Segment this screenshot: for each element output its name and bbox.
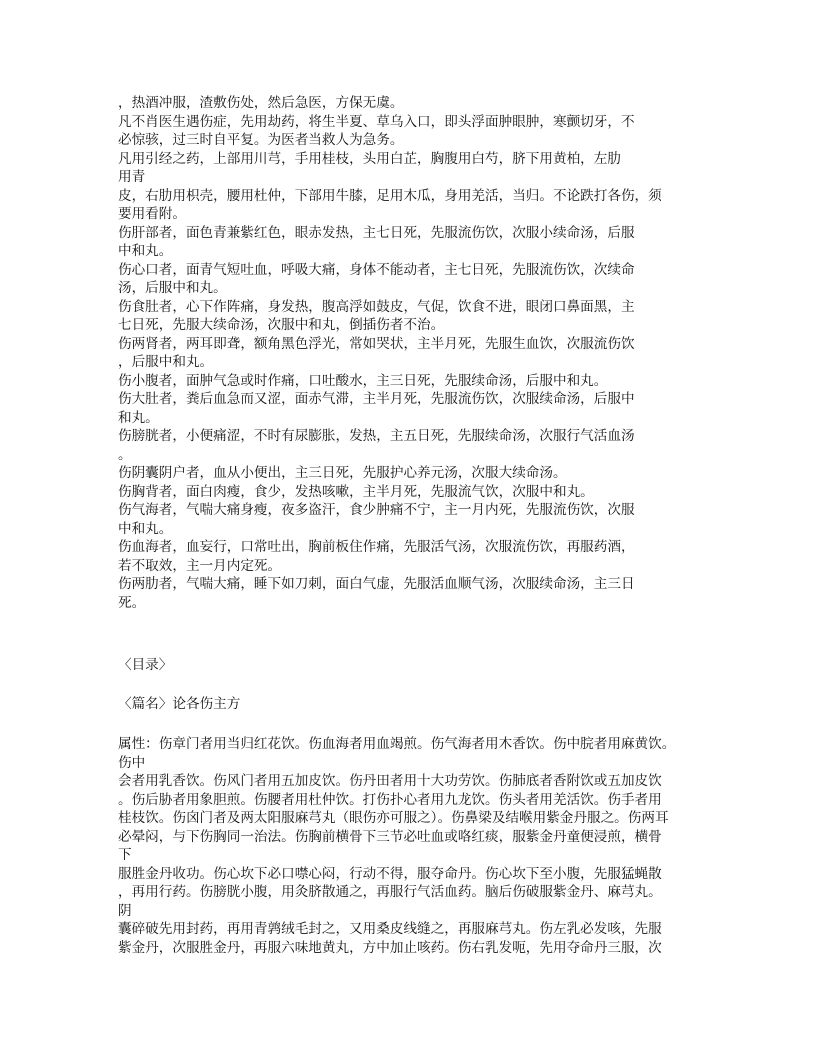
attribute-line: 囊碎破先用封药，再用青鹑绒毛封之，又用桑皮线缝之，再服麻芎丸。伤左乳必发咳，先服 bbox=[118, 921, 662, 937]
text-line: 伤血海者，血妄行，口常吐出，胸前板住作痛，先服活气汤，次服流伤饮，再服药酒， bbox=[118, 539, 635, 555]
text-line: 皮，右肋用枳壳，腰用杜仲，下部用牛膝，足用木瓜，身用羌活，当归。不论跌打各伤，须 bbox=[118, 187, 662, 204]
attribute-line: 属性：伤章门者用当归红花饮。伤血海者用血竭煎。伤气海者用木香饮。伤中脘者用麻黄饮。 bbox=[118, 736, 676, 752]
attribute-line: 桂枝饮。伤囟门者及两太阳服麻芎丸（眼伤亦可服之）。伤鼻梁及结喉用紫金丹服之。伤两耳 bbox=[118, 810, 669, 826]
text-line: 伤肝部者，面色青兼紫红色，眼赤发热，主七日死，先服流伤饮，次服小续命汤，后服 bbox=[118, 224, 635, 241]
text-line: 凡不肖医生遇伤症，先用劫药，将生半夏、草乌入口，即头浮面肿眼肿，寒颤切牙，不 bbox=[118, 113, 635, 130]
attribute-text-block bbox=[118, 735, 718, 957]
text-line: 必惊骇，过三时自平复。为医者当救人为急务。 bbox=[118, 132, 404, 148]
attribute-line: 会者用乳香饮。伤风门者用五加皮饮。伤丹田者用十大功劳饮。伤肺底者香附饮或五加皮饮 bbox=[118, 773, 662, 789]
text-line: 凡用引经之药，上部用川芎，手用桂枝，头用白芷，胸腹用白芍，脐下用黄柏，左肋 bbox=[118, 150, 621, 167]
text-line: 伤大肚者，粪后血急而又涩，面赤气滞，主半月死，先服流伤饮，次服续命汤，后服中 bbox=[118, 391, 635, 407]
text-line: 死。 bbox=[118, 594, 146, 611]
text-line: 用青 bbox=[118, 169, 146, 185]
text-line: 中和丸。 bbox=[118, 243, 173, 259]
text-line: 伤心口者，面青气短吐血，呼吸大痛，身体不能动者，主七日死，先服流伤饮，次续命 bbox=[118, 261, 635, 278]
attribute-line: 服胜金丹收功。伤心坎下必口噤心闷，行动不得，服夺命丹。伤心坎下至小腹，先服猛蝇散 bbox=[118, 865, 662, 882]
chapter-title-block bbox=[118, 695, 718, 714]
text-line: 伤食肚者，心下作阵痛，身发热，腹高浮如鼓皮，气促，饮食不进，眼闭口鼻面黑，主 bbox=[118, 298, 635, 315]
chapter-title: 〈篇名〉论各伤主方 bbox=[118, 696, 241, 712]
toc-heading: 〈目录〉 bbox=[118, 657, 173, 673]
toc-heading-block bbox=[118, 656, 718, 675]
text-line: 七日死，先服大续命汤，次服中和丸，倒插伤者不治。 bbox=[118, 317, 445, 333]
attribute-line: 下 bbox=[118, 847, 132, 863]
text-line: 若不取效，主一月内定死。 bbox=[118, 557, 282, 574]
text-line: 。 bbox=[118, 446, 132, 463]
main-text-block bbox=[118, 94, 718, 612]
text-line: 和丸。 bbox=[118, 409, 159, 426]
text-line: 汤，后服中和丸。 bbox=[118, 280, 227, 296]
text-line: 要用看附。 bbox=[118, 206, 186, 222]
attribute-line: 紫金丹，次服胜金丹，再服六味地黄丸，方中加止咳药。伤右乳发呃，先用夺命丹三服，次 bbox=[118, 939, 662, 956]
text-line: 伤阴囊阴户者，血从小便出，主三日死，先服护心养元汤，次服大续命汤。 bbox=[118, 465, 567, 481]
text-line: 伤两肾者，两耳即聋，额角黑色浮光，常如哭状，主半月死，先服生血饮，次服流伤饮 bbox=[118, 335, 635, 352]
attribute-line: 。伤后胁者用象胆煎。伤腰者用杜仲饮。打伤扑心者用九龙饮。伤头者用羌活饮。伤手者用 bbox=[118, 791, 662, 808]
attribute-line: 必晕闷，与下伤胸同一治法。伤胸前横骨下三节必吐血或咯红痰，服紫金丹童便浸煎，横骨 bbox=[118, 828, 662, 845]
attribute-line: ，再用行药。伤膀胱小腹，用灸脐散通之，再服行气活血药。脑后伤破服紫金丹、麻芎丸。 bbox=[118, 884, 662, 900]
attribute-line: 阴 bbox=[118, 902, 132, 919]
attribute-line: 伤中 bbox=[118, 754, 146, 771]
text-line: 中和丸。 bbox=[118, 520, 173, 537]
text-line: ，后服中和丸。 bbox=[118, 354, 214, 370]
text-line: 伤两肋者，气喘大痛，睡下如刀刺，面白气虚，先服活血顺气汤，次服续命汤，主三日 bbox=[118, 576, 635, 592]
text-line: ，热酒冲服，渣敷伤处，然后急医，方保无虞。 bbox=[118, 95, 404, 111]
text-line: 伤小腹者，面肿气急或时作痛，口吐酸水，主三日死，先服续命汤，后服中和丸。 bbox=[118, 372, 608, 389]
text-line: 伤膀胱者，小便痛涩，不时有尿膨胀，发热，主五日死，先服续命汤，次服行气活血汤 bbox=[118, 428, 635, 444]
text-line: 伤胸背者，面白肉瘦，食少，发热咳嗽，主半月死，先服流气饮，次服中和丸。 bbox=[118, 483, 594, 500]
text-line: 伤气海者，气喘大痛身瘦，夜多盗汗，食少肿痛不宁，主一月内死，先服流伤饮，次服 bbox=[118, 502, 635, 518]
